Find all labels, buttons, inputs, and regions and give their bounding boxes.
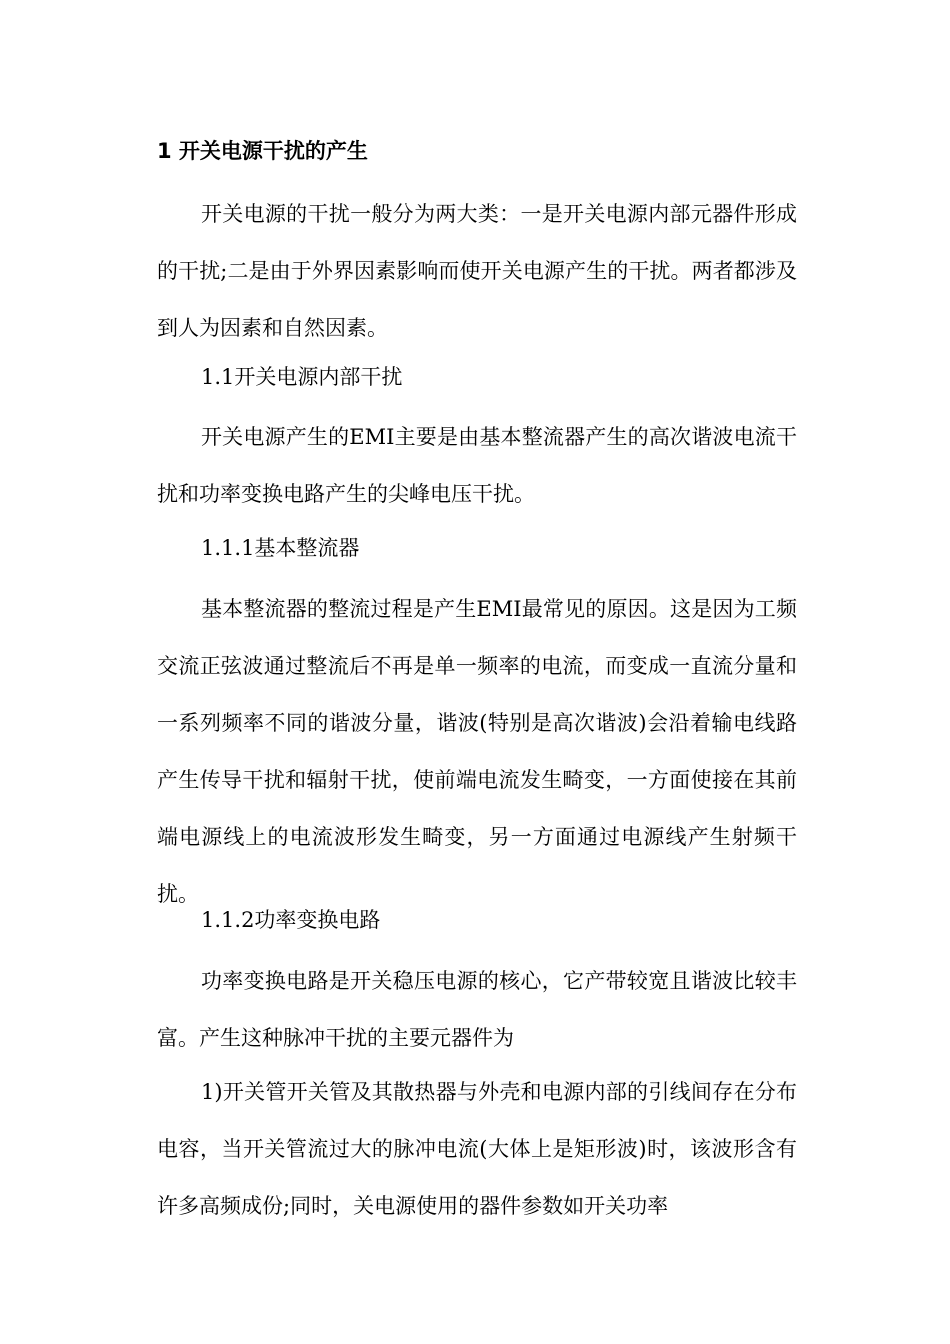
paragraph-switch-tube: 1)开关管开关管及其散热器与外壳和电源内部的引线间存在分布电容，当开关管流过大的脉冲电流(大体上是矩形波)时，该波形含有许多高频成份;同时，关电源使用的器件参数如开关功率 bbox=[157, 1080, 797, 1218]
subsection-heading-internal-interference: 1.1开关电源内部干扰 bbox=[201, 365, 403, 389]
paragraph-emi-sources: 开关电源产生的EMI主要是由基本整流器产生的高次谐波电流干扰和功率变换电路产生的尖峰电压干扰。 bbox=[157, 425, 797, 506]
subsection-heading-rectifier: 1.1.1基本整流器 bbox=[201, 536, 360, 560]
section-heading: 1 开关电源干扰的产生 bbox=[157, 139, 368, 163]
paragraph-rectifier: 基本整流器的整流过程是产生EMI最常见的原因。这是因为工频交流正弦波通过整流后不再是单一频率的电流，而变成一直流分量和一系列频率不同的谐波分量，谐波(特别是高次谐波)会沿着输电线路产生传导干扰和辐射干扰，使前端电流发生畸变，一方面使接在其前端电源线上的电流波形发生畸变，另一方面通过电源线产生射频干扰。 bbox=[157, 597, 797, 906]
paragraph-intro: 开关电源的干扰一般分为两大类：一是开关电源内部元器件形成的干扰;二是由于外界因素影响而使开关电源产生的干扰。两者都涉及到人为因素和自然因素。 bbox=[157, 202, 797, 340]
subsection-heading-power-conversion: 1.1.2功率变换电路 bbox=[201, 908, 381, 932]
paragraph-power-conversion: 功率变换电路是开关稳压电源的核心，它产带较宽且谐波比较丰富。产生这种脉冲干扰的主要元器件为 bbox=[157, 969, 797, 1050]
